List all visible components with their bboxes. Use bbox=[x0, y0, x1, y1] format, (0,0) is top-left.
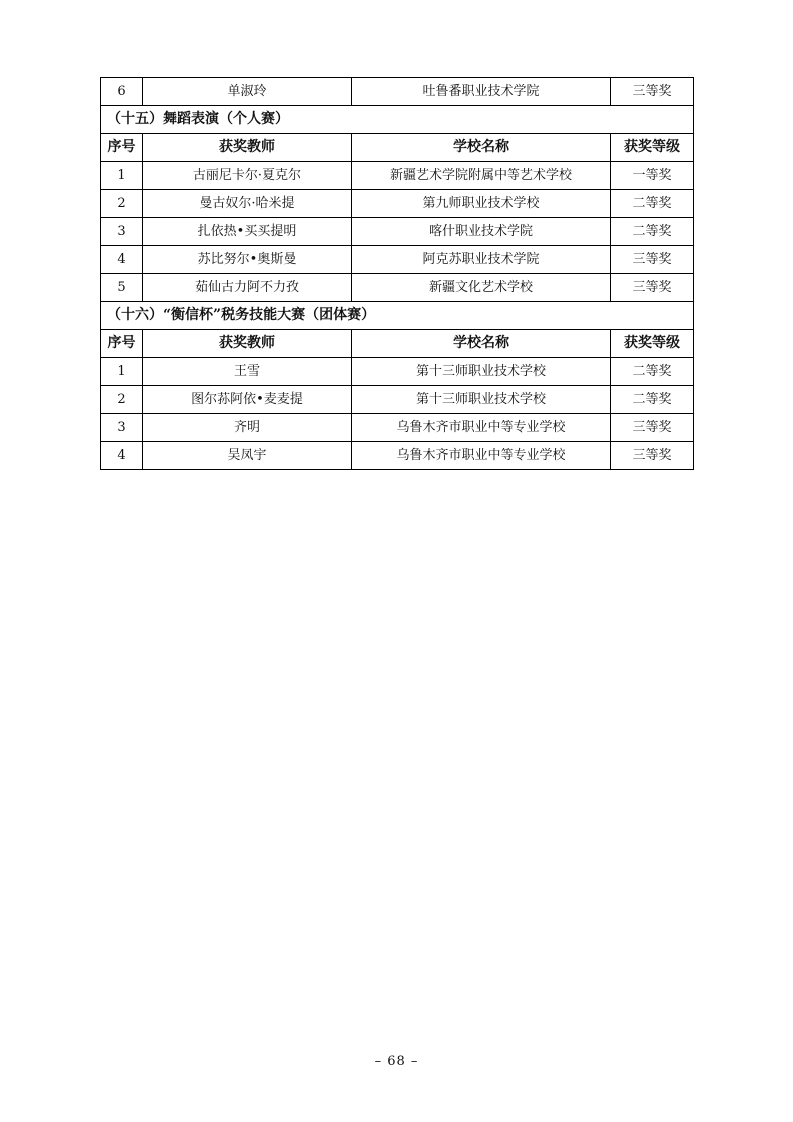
header-cell-award-level: 获奖等级 bbox=[611, 330, 694, 358]
cell-award-level: 一等奖 bbox=[611, 162, 694, 190]
cell-award-level: 二等奖 bbox=[611, 218, 694, 246]
header-cell-number: 序号 bbox=[101, 330, 143, 358]
header-cell-school: 学校名称 bbox=[352, 134, 611, 162]
cell-number: 4 bbox=[101, 442, 143, 470]
section-title-row bbox=[101, 302, 694, 330]
cell-school: 阿克苏职业技术学院 bbox=[352, 246, 611, 274]
section-title: （十六）“衡信杯”税务技能大赛（团体赛） bbox=[101, 302, 694, 330]
cell-teacher: 苏比努尔•奥斯曼 bbox=[143, 246, 352, 274]
cell-number: 1 bbox=[101, 162, 143, 190]
cell-award-level: 三等奖 bbox=[611, 246, 694, 274]
cell-number: 5 bbox=[101, 274, 143, 302]
section-title: （十五）舞蹈表演（个人赛） bbox=[101, 106, 694, 134]
table-header-row bbox=[101, 134, 694, 162]
table-row bbox=[101, 358, 694, 386]
header-cell-teacher: 获奖教师 bbox=[143, 330, 352, 358]
cell-teacher: 吴凤宇 bbox=[143, 442, 352, 470]
award-table-body bbox=[101, 78, 694, 470]
cell-teacher: 古丽尼卡尔·夏克尔 bbox=[143, 162, 352, 190]
cell-teacher: 王雪 bbox=[143, 358, 352, 386]
cell-award-level: 二等奖 bbox=[611, 358, 694, 386]
cell-award-level: 二等奖 bbox=[611, 386, 694, 414]
cell-number: 2 bbox=[101, 386, 143, 414]
cell-teacher: 曼古奴尔·哈米提 bbox=[143, 190, 352, 218]
table-row bbox=[101, 78, 694, 106]
table-header-row bbox=[101, 330, 694, 358]
table-row bbox=[101, 162, 694, 190]
header-cell-teacher: 获奖教师 bbox=[143, 134, 352, 162]
cell-award-level: 三等奖 bbox=[611, 274, 694, 302]
cell-teacher: 茹仙古力阿不力孜 bbox=[143, 274, 352, 302]
table-row bbox=[101, 246, 694, 274]
table-row bbox=[101, 274, 694, 302]
cell-school: 喀什职业技术学院 bbox=[352, 218, 611, 246]
cell-teacher: 齐明 bbox=[143, 414, 352, 442]
cell-school: 第九师职业技术学校 bbox=[352, 190, 611, 218]
section-title-row bbox=[101, 106, 694, 134]
cell-number: 4 bbox=[101, 246, 143, 274]
cell-number: 2 bbox=[101, 190, 143, 218]
cell-school: 新疆文化艺术学校 bbox=[352, 274, 611, 302]
table-row bbox=[101, 386, 694, 414]
cell-teacher: 扎依热•买买提明 bbox=[143, 218, 352, 246]
cell-award-level: 三等奖 bbox=[611, 442, 694, 470]
cell-award-level: 三等奖 bbox=[611, 78, 694, 106]
cell-number: 1 bbox=[101, 358, 143, 386]
table-row bbox=[101, 190, 694, 218]
cell-school: 乌鲁木齐市职业中等专业学校 bbox=[352, 414, 611, 442]
table-row bbox=[101, 414, 694, 442]
cell-teacher: 图尔荪阿依•麦麦提 bbox=[143, 386, 352, 414]
cell-school: 吐鲁番职业技术学院 bbox=[352, 78, 611, 106]
table-row bbox=[101, 218, 694, 246]
cell-number: 3 bbox=[101, 414, 143, 442]
cell-school: 乌鲁木齐市职业中等专业学校 bbox=[352, 442, 611, 470]
header-cell-school: 学校名称 bbox=[352, 330, 611, 358]
header-cell-award-level: 获奖等级 bbox=[611, 134, 694, 162]
cell-award-level: 三等奖 bbox=[611, 414, 694, 442]
cell-teacher: 单淑玲 bbox=[143, 78, 352, 106]
award-table bbox=[100, 77, 694, 470]
cell-number: 6 bbox=[101, 78, 143, 106]
cell-award-level: 二等奖 bbox=[611, 190, 694, 218]
table-row bbox=[101, 442, 694, 470]
header-cell-number: 序号 bbox=[101, 134, 143, 162]
cell-school: 第十三师职业技术学校 bbox=[352, 386, 611, 414]
page-number: – 68 – bbox=[374, 1054, 419, 1069]
cell-number: 3 bbox=[101, 218, 143, 246]
cell-school: 第十三师职业技术学校 bbox=[352, 358, 611, 386]
cell-school: 新疆艺术学院附属中等艺术学校 bbox=[352, 162, 611, 190]
